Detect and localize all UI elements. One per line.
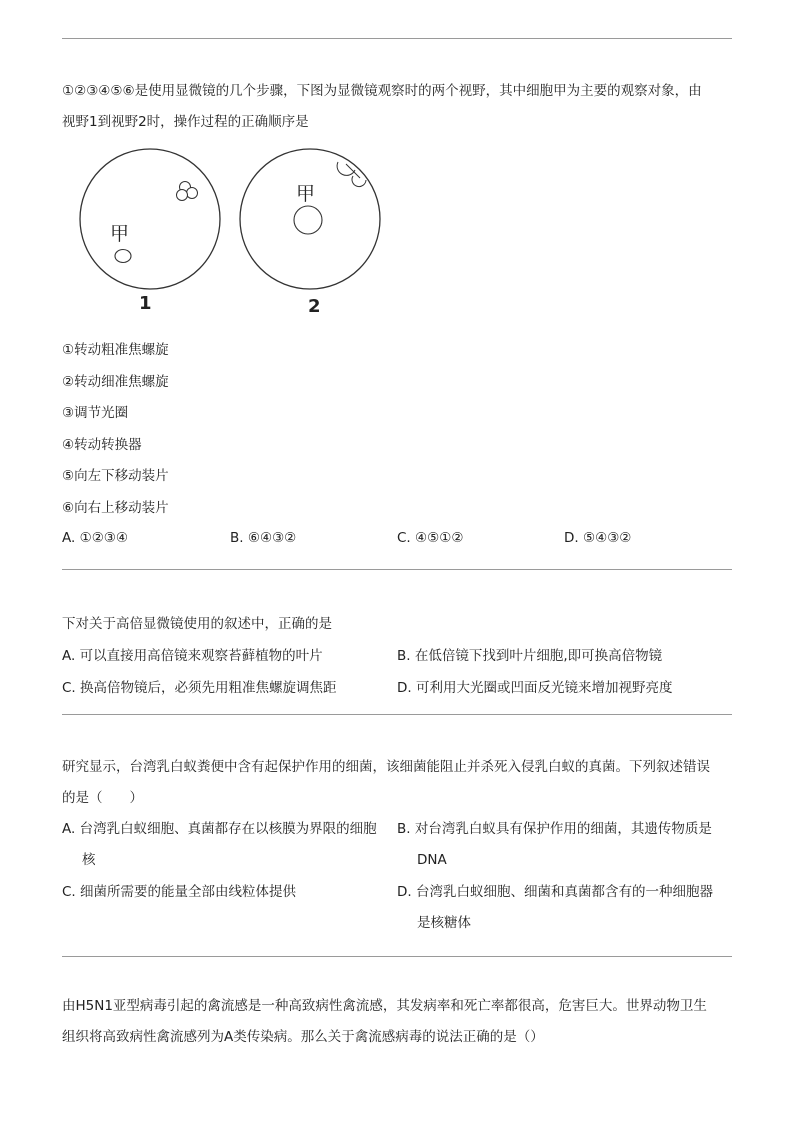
option-letter: C. (62, 680, 76, 696)
cell-jia (115, 250, 131, 263)
field-of-view-2 (240, 149, 380, 289)
question-stem: 视野1到视野2时，操作过程的正确顺序是 (62, 114, 309, 130)
option-d[interactable] (397, 676, 672, 696)
question-divider (62, 569, 732, 570)
option-letter: B. (397, 821, 411, 837)
option-a[interactable] (62, 530, 128, 546)
option-b[interactable] (397, 644, 662, 664)
cell-jia-label: 甲 (296, 183, 316, 205)
option-text-continued: 是核糖体 (417, 915, 471, 931)
option-text: ④⑤①② (415, 530, 464, 546)
question-stem: 的是（ ） (62, 790, 143, 806)
question-divider (62, 956, 732, 957)
field-of-view-1 (80, 149, 220, 289)
question-stem: 组织将高致病性禽流感列为A类传染病。那么关于禽流感病毒的说法正确的是（） (62, 1029, 544, 1045)
microscope-fields-figure (70, 142, 390, 322)
option-text: 细菌所需要的能量全部由线粒体提供 (80, 884, 297, 900)
option-a[interactable] (62, 644, 323, 664)
question-stem: 研究显示，台湾乳白蚁粪便中含有起保护作用的细菌，该细菌能阻止并杀死入侵乳白蚁的真菌。下列叙述错误 (62, 759, 710, 775)
option-text: ①②③④ (79, 530, 129, 546)
option-c[interactable] (62, 676, 337, 696)
step-item: ②转动细准焦螺旋 (62, 374, 169, 390)
option-letter: D. (397, 884, 412, 900)
field-number-1: 1 (139, 293, 152, 314)
option-text: 台湾乳白蚁细胞、真菌都存在以核膜为界限的细胞 (79, 821, 377, 837)
option-c[interactable] (62, 877, 296, 908)
option-b[interactable] (397, 814, 712, 876)
option-b[interactable] (230, 530, 296, 546)
option-text: ⑤④③② (582, 530, 632, 546)
option-letter: A. (62, 648, 76, 664)
option-text: 可以直接用高倍镜来观察苔藓植物的叶片 (79, 648, 323, 664)
option-letter: C. (62, 884, 76, 900)
option-text: 在低倍镜下找到叶片细胞,即可换高倍物镜 (414, 648, 663, 664)
step-item: ③调节光圈 (62, 405, 129, 421)
step-item: ⑤向左下移动装片 (62, 468, 169, 484)
option-d[interactable] (564, 530, 631, 546)
field-number-2: 2 (308, 296, 321, 317)
top-divider (62, 38, 732, 39)
option-letter: A. (62, 530, 76, 546)
option-text: 台湾乳白蚁细胞、细菌和真菌都含有的一种细胞器 (415, 884, 713, 900)
cell-cluster (346, 164, 360, 178)
option-letter: B. (397, 648, 411, 664)
question-3 (62, 752, 734, 814)
cell-jia-label: 甲 (110, 223, 130, 245)
option-text: 换高倍物镜后，必须先用粗准焦螺旋调焦距 (80, 680, 337, 696)
question-stem: 由H5N1亚型病毒引起的禽流感是一种高致病性禽流感，其发病率和死亡率都很高，危害巨大。世界动物卫生 (62, 998, 707, 1014)
question-4 (62, 991, 734, 1053)
cell-cluster (187, 188, 198, 199)
option-text: 对台湾乳白蚁具有保护作用的细菌，其遗传物质是 (414, 821, 712, 837)
option-letter: C. (397, 530, 411, 546)
step-item: ④转动转换器 (62, 437, 142, 453)
option-text-continued: 核 (82, 852, 96, 868)
option-letter: A. (62, 821, 76, 837)
option-a[interactable] (62, 814, 377, 876)
step-item: ①转动粗准焦螺旋 (62, 342, 169, 358)
option-c[interactable] (397, 530, 463, 546)
question-1 (62, 76, 734, 138)
option-text: ⑥④③② (247, 530, 297, 546)
question-stem: ①②③④⑤⑥是使用显微镜的几个步骤，下图为显微镜观察时的两个视野，其中细胞甲为主要的观察对象，由 (62, 83, 702, 99)
option-d[interactable] (397, 877, 713, 939)
option-text-continued: DNA (417, 852, 447, 868)
option-text: 可利用大光圈或凹面反光镜来增加视野亮度 (415, 680, 673, 696)
cell-jia (294, 206, 322, 234)
question-2-stem: 下对关于高倍显微镜使用的叙述中，正确的是 (62, 616, 332, 632)
option-letter: D. (564, 530, 579, 546)
step-item: ⑥向右上移动装片 (62, 500, 169, 516)
cell-cluster (177, 190, 188, 201)
option-letter: D. (397, 680, 412, 696)
question-divider (62, 714, 732, 715)
option-letter: B. (230, 530, 244, 546)
